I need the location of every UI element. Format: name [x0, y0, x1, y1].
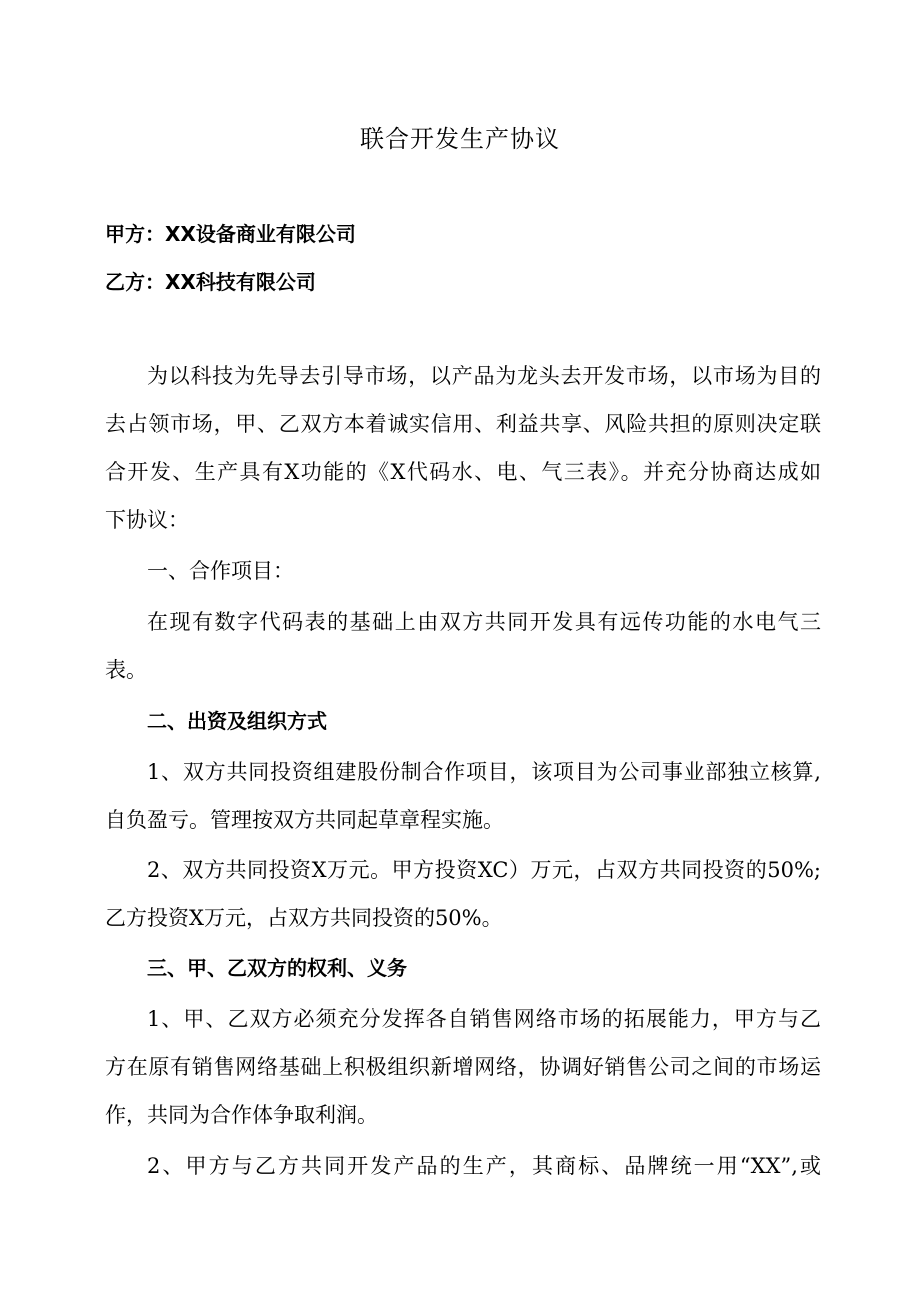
section3-item1-line: 作，共同为合作体争取利润。	[105, 1103, 378, 1127]
preamble-line: 合开发、生产具有X功能的《X代码水、电、气三表》。并充分协商达成如	[105, 460, 821, 484]
section2-item1-line: 自负盈亏。管理按双方共同起草章程实施。	[105, 808, 504, 832]
party-b: 乙方：XX科技有限公司	[105, 270, 316, 294]
document-title: 联合开发生产协议	[360, 125, 560, 153]
section1-line: 表。	[105, 658, 147, 682]
section3-heading: 三、甲、乙双方的权利、义务	[147, 956, 407, 980]
preamble-line: 为以科技为先导去引导市场，以产品为龙头去开发市场，以市场为目的	[147, 364, 821, 388]
section2-item2-line: 2、双方共同投资X万元。甲方投资XC）万元，占双方共同投资的50%;	[147, 858, 821, 882]
party-a: 甲方：XX设备商业有限公司	[105, 222, 356, 246]
preamble-line: 下协议：	[105, 508, 189, 532]
section1-heading: 一、合作项目：	[147, 559, 294, 583]
section2-item2-line: 乙方投资X万元，占双方共同投资的50%。	[105, 906, 503, 930]
section1-line: 在现有数字代码表的基础上由双方共同开发具有远传功能的水电气三	[147, 610, 821, 634]
section2-heading: 二、出资及组织方式	[147, 709, 327, 733]
section3-item1-line: 方在原有销售网络基础上积极组织新增网络，协调好销售公司之间的市场运	[105, 1055, 821, 1079]
section2-item1-line: 1、双方共同投资组建股份制合作项目，该项目为公司事业部独立核算,	[147, 760, 821, 784]
section3-item1-line: 1、甲、乙双方必须充分发挥各自销售网络市场的拓展能力，甲方与乙	[147, 1007, 821, 1031]
section3-item2-line: 2、甲方与乙方共同开发产品的生产，其商标、品牌统一用“XX”,或	[147, 1154, 821, 1178]
preamble-line: 去占领市场，甲、乙双方本着诚实信用、利益共享、风险共担的原则决定联	[105, 412, 821, 436]
